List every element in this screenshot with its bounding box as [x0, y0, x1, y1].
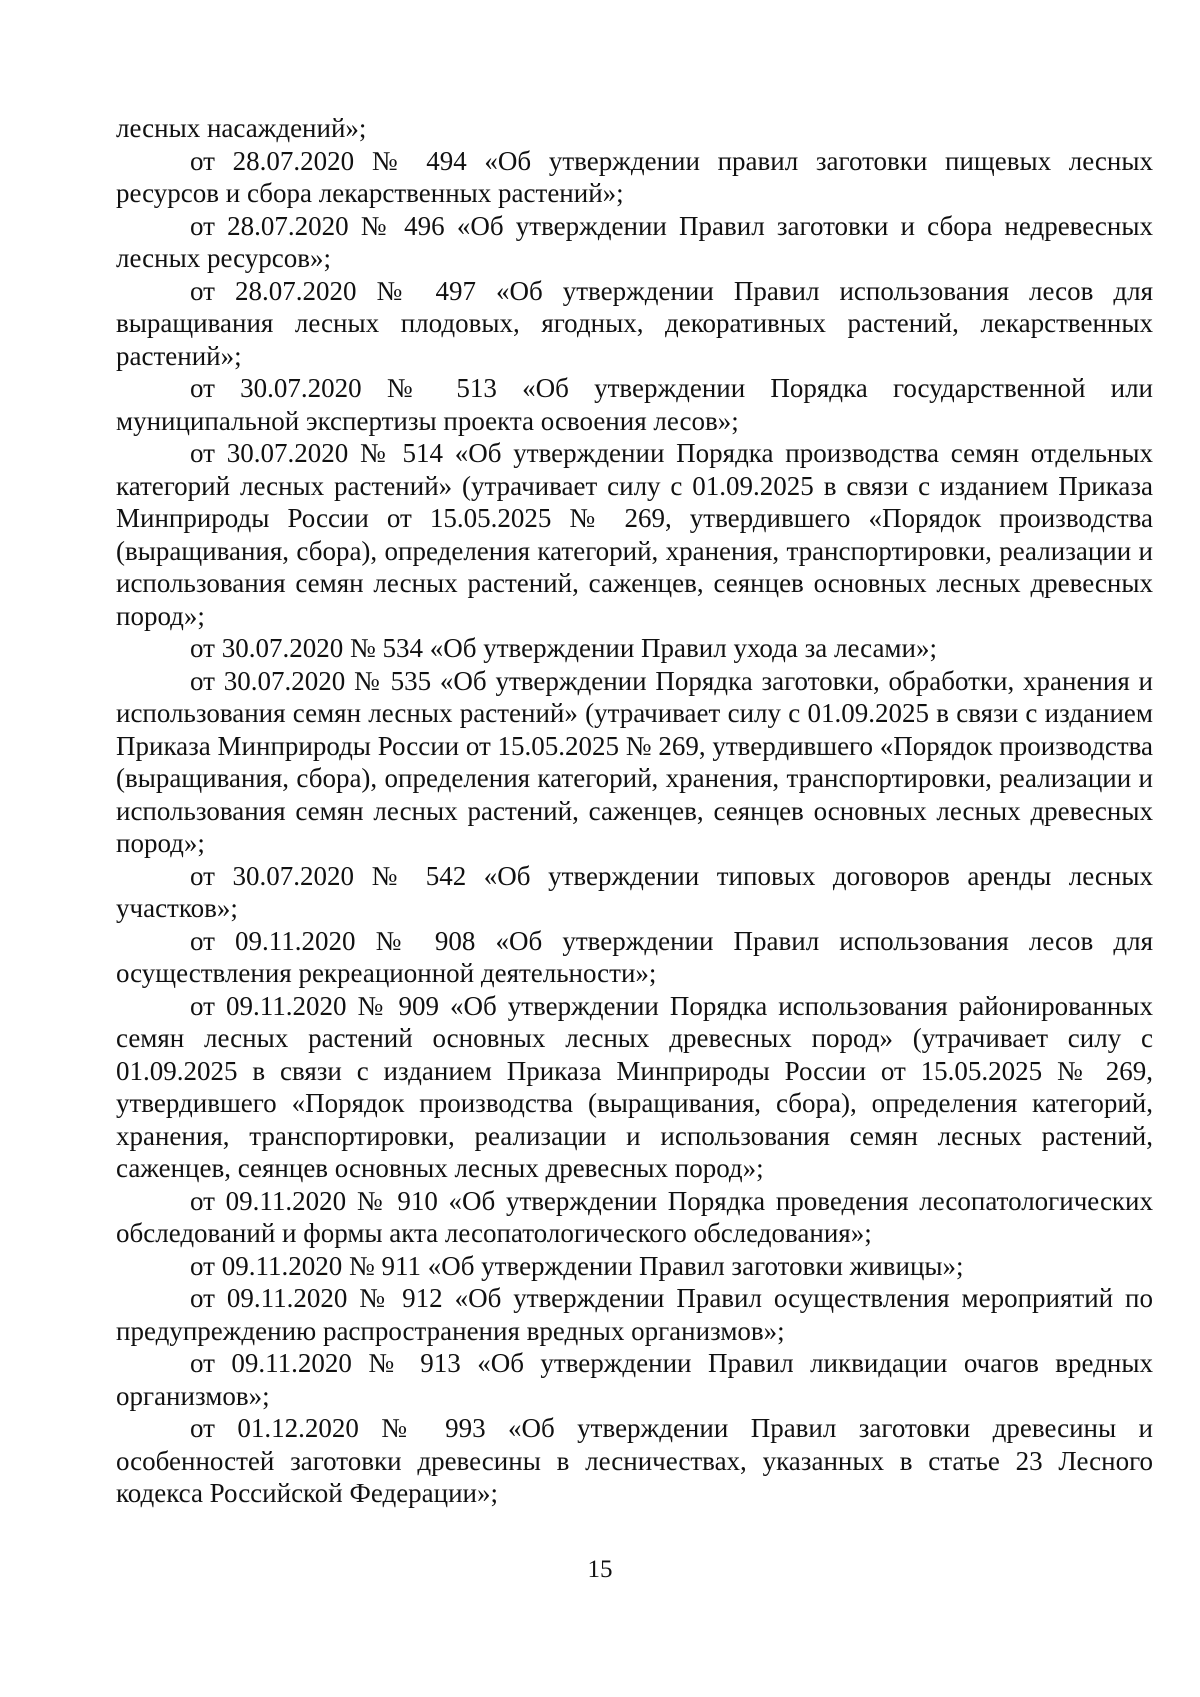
- list-item-513: от 30.07.2020 № 513 «Об утверждении Порядка государственной или муниципальной экспертизы проекта освоения лесов»;: [116, 373, 1153, 436]
- list-item-535: от 30.07.2020 № 535 «Об утверждении Порядка заготовки, обработки, хранения и использования семян лесных растений» (утрачивает силу с 01.09.2025 в связи с изданием Приказа Минприроды России от 15.05.2025 № 269, утвердившего «Порядок производства (выращивания, сбора), определения категорий, хранения, транспортировки, реализации и использования семян лесных растений, саженцев, сеянцев основных лесных древесных пород»;: [116, 665, 1153, 858]
- list-item-497: от 28.07.2020 № 497 «Об утверждении Правил использования лесов для выращивания лесных плодовых, ягодных, декоративных растений, лекарственных растений»;: [116, 275, 1153, 371]
- list-item-534: от 30.07.2020 № 534 «Об утверждении Правил ухода за лесами»;: [190, 633, 937, 663]
- list-item-993: от 01.12.2020 № 993 «Об утверждении Правил заготовки древесины и особенностей заготовки древесины в лесничествах, указанных в статье 23 Лесного кодекса Российской Федерации»;: [116, 1413, 1153, 1508]
- list-item-908: от 09.11.2020 № 908 «Об утверждении Правил использования лесов для осуществления рекреационной деятельности»;: [116, 925, 1153, 988]
- list-item-912: от 09.11.2020 № 912 «Об утверждении Правил осуществления мероприятий по предупреждению распространения вредных организмов»;: [116, 1283, 1153, 1346]
- list-item-496: от 28.07.2020 № 496 «Об утверждении Правил заготовки и сбора недревесных лесных ресурсов»;: [116, 210, 1153, 273]
- list-item-514: от 30.07.2020 № 514 «Об утверждении Порядка производства семян отдельных категорий лесных растений» (утрачивает силу с 01.09.2025 в связи с изданием Приказа Минприроды России от 15.05.2025 № 269, утвердившего «Порядок производства (выращивания, сбора), определения категорий, хранения, транспортировки, реализации и использования семян лесных растений, саженцев, сеянцев основных лесных древесных пород»;: [116, 438, 1153, 631]
- list-item-494: от 28.07.2020 № 494 «Об утверждении правил заготовки пищевых лесных ресурсов и сбора лекарственных растений»;: [116, 145, 1153, 208]
- list-item-913: от 09.11.2020 № 913 «Об утверждении Правил ликвидации очагов вредных организмов»;: [116, 1348, 1153, 1411]
- list-item-909: от 09.11.2020 № 909 «Об утверждении Порядка использования районированных семян лесных растений основных лесных древесных пород» (утрачивает силу с 01.09.2025 в связи с изданием Приказа Минприроды России от 15.05.2025 № 269, утвердившего «Порядок производства (выращивания, сбора), определения категорий, хранения, транспортировки, реализации и использования семян лесных растений, саженцев, сеянцев основных лесных древесных пород»;: [116, 990, 1153, 1183]
- list-item-542: от 30.07.2020 № 542 «Об утверждении типовых договоров аренды лесных участков»;: [116, 860, 1153, 923]
- paragraph-continuation: лесных насаждений»;: [116, 113, 367, 143]
- page-number: 15: [587, 1556, 613, 1583]
- list-item-911: от 09.11.2020 № 911 «Об утверждении Правил заготовки живицы»;: [190, 1250, 964, 1281]
- document-body: [116, 112, 1153, 1510]
- list-item-910: от 09.11.2020 № 910 «Об утверждении Порядка проведения лесопатологических обследований и формы акта лесопатологического обследования»;: [116, 1185, 1153, 1248]
